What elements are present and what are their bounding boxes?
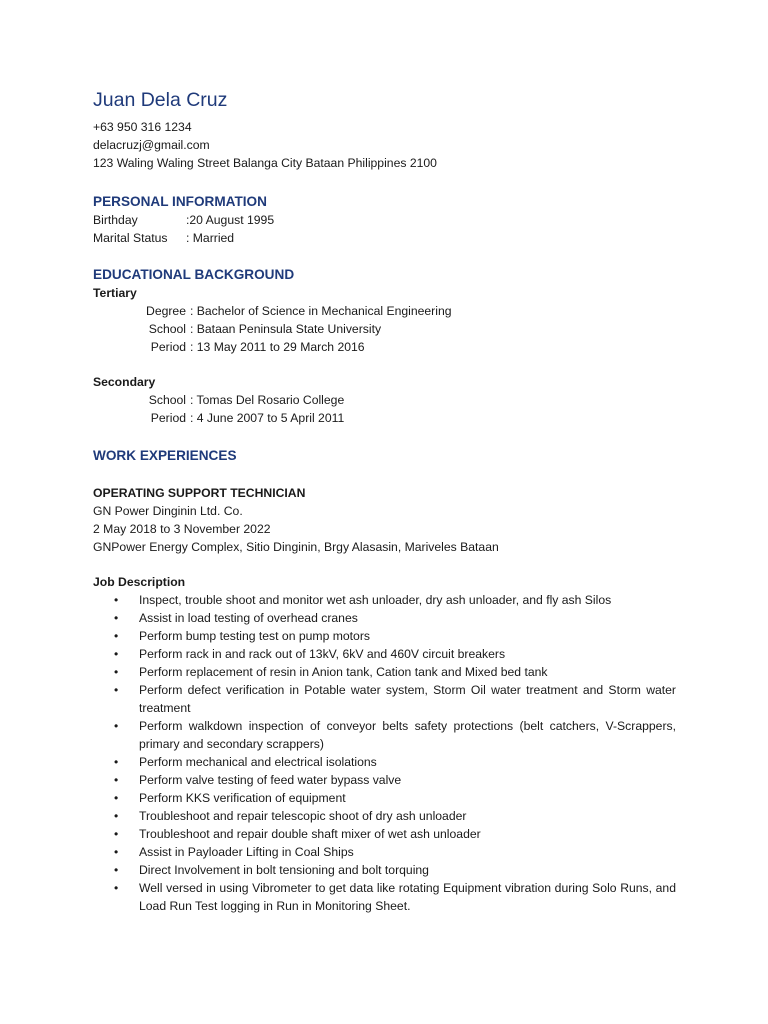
job-duty-text: Perform rack in and rack out of 13kV, 6kV and 460V circuit breakers — [139, 647, 506, 661]
work-location: GNPower Energy Complex, Sitio Dinginin, Brgy Alasasin, Mariveles Bataan — [93, 540, 499, 554]
job-position: OPERATING SUPPORT TECHNICIAN — [93, 486, 306, 500]
job-duty-text: Perform mechanical and electrical isolations — [139, 755, 377, 769]
bullet-icon: • — [114, 863, 119, 877]
bullet-icon: • — [114, 611, 119, 625]
job-duty-item — [93, 717, 676, 753]
bullet-icon: • — [114, 773, 119, 787]
bullet-icon: • — [114, 881, 119, 895]
job-description-heading: Job Description — [93, 575, 186, 589]
job-duty-text: Inspect, trouble shoot and monitor wet ash unloader, dry ash unloader, and fly ash Silos — [139, 593, 612, 607]
resume-header — [93, 88, 676, 172]
period-label: Period — [150, 411, 186, 425]
tertiary-period-row — [93, 338, 676, 356]
job-duty-item — [93, 627, 676, 645]
bullet-icon: • — [114, 683, 119, 697]
secondary-period-row — [93, 409, 676, 427]
bullet-icon: • — [114, 791, 119, 805]
email-address: delacruzj@gmail.com — [93, 138, 210, 152]
job-duty-text: Direct Involvement in bolt tensioning and bolt torquing — [139, 863, 429, 877]
job-duty-text: Perform valve testing of feed water bypass valve — [139, 773, 402, 787]
job-duty-item — [93, 609, 676, 627]
job-duty-text: Perform KKS verification of equipment — [139, 791, 346, 805]
period-value: : 13 May 2011 to 29 March 2016 — [190, 340, 365, 354]
job-duty-text: Perform replacement of resin in Anion tank, Cation tank and Mixed bed tank — [139, 665, 548, 679]
bullet-icon: • — [114, 719, 119, 733]
secondary-heading: Secondary — [93, 375, 156, 389]
birthday-label: Birthday — [93, 213, 138, 227]
bullet-icon: • — [114, 755, 119, 769]
work-title: WORK EXPERIENCES — [93, 448, 237, 463]
phone-number: +63 950 316 1234 — [93, 120, 192, 134]
marital-status-value: : Married — [186, 231, 235, 245]
employment-dates: 2 May 2018 to 3 November 2022 — [93, 522, 271, 536]
job-duty-item — [93, 681, 676, 717]
bullet-icon: • — [114, 845, 119, 859]
job-duty-text: Troubleshoot and repair telescopic shoot of dry ash unloader — [139, 809, 467, 823]
job-duty-item — [93, 789, 676, 807]
job-duty-item — [93, 753, 676, 771]
secondary-school-row — [93, 391, 676, 409]
job-duty-text: Perform defect verification in Potable water system, Storm Oil water treatment and Storm water treatment — [139, 683, 676, 715]
degree-label: Degree — [146, 304, 186, 318]
job-duty-item — [93, 771, 676, 789]
tertiary-heading: Tertiary — [93, 286, 137, 300]
job-duty-item — [93, 807, 676, 825]
education-title: EDUCATIONAL BACKGROUND — [93, 267, 295, 282]
bullet-icon: • — [114, 593, 119, 607]
home-address: 123 Waling Waling Street Balanga City Bataan Philippines 2100 — [93, 156, 437, 170]
school-value: : Bataan Peninsula State University — [190, 322, 382, 336]
job-duty-text: Assist in Payloader Lifting in Coal Ships — [139, 845, 354, 859]
education-section — [93, 266, 676, 427]
bullet-icon: • — [114, 827, 119, 841]
job-duty-item — [93, 861, 676, 879]
bullet-icon: • — [114, 665, 119, 679]
degree-value: : Bachelor of Science in Mechanical Engineering — [190, 304, 452, 318]
period-label: Period — [150, 340, 186, 354]
resume-page — [93, 88, 676, 915]
school-label: School — [148, 322, 186, 336]
job-duty-text: Assist in load testing of overhead cranes — [139, 611, 358, 625]
job-duty-text: Perform bump testing test on pump motors — [139, 629, 370, 643]
bullet-icon: • — [114, 647, 119, 661]
marital-status-row — [93, 229, 676, 247]
bullet-icon: • — [114, 629, 119, 643]
job-duties-list — [93, 591, 676, 915]
job-duty-item — [93, 843, 676, 861]
candidate-name: Juan Dela Cruz — [93, 89, 228, 111]
marital-status-label: Marital Status — [93, 231, 168, 245]
birthday-value: :20 August 1995 — [186, 213, 275, 227]
job-duty-text: Troubleshoot and repair double shaft mixer of wet ash unloader — [139, 827, 481, 841]
personal-info-title: PERSONAL INFORMATION — [93, 194, 267, 209]
tertiary-degree-row — [93, 302, 676, 320]
job-duty-item — [93, 825, 676, 843]
job-duty-item — [93, 591, 676, 609]
job-duty-text: Perform walkdown inspection of conveyor belts safety protections (belt catchers, V-Scrappers, primary and secondary scrappers) — [139, 719, 676, 751]
work-section — [93, 447, 676, 915]
company-name: GN Power Dinginin Ltd. Co. — [93, 504, 243, 518]
birthday-row — [93, 211, 676, 229]
period-value: : 4 June 2007 to 5 April 2011 — [190, 411, 345, 425]
job-duty-item — [93, 879, 676, 915]
school-value: : Tomas Del Rosario College — [190, 393, 345, 407]
job-duty-item — [93, 663, 676, 681]
school-label: School — [148, 393, 186, 407]
job-duty-text: Well versed in using Vibrometer to get data like rotating Equipment vibration during Solo Runs, and Load Run Test logging in Run in Monitoring Sheet. — [139, 881, 676, 913]
tertiary-school-row — [93, 320, 676, 338]
bullet-icon: • — [114, 809, 119, 823]
personal-info-section — [93, 193, 676, 247]
job-duty-item — [93, 645, 676, 663]
